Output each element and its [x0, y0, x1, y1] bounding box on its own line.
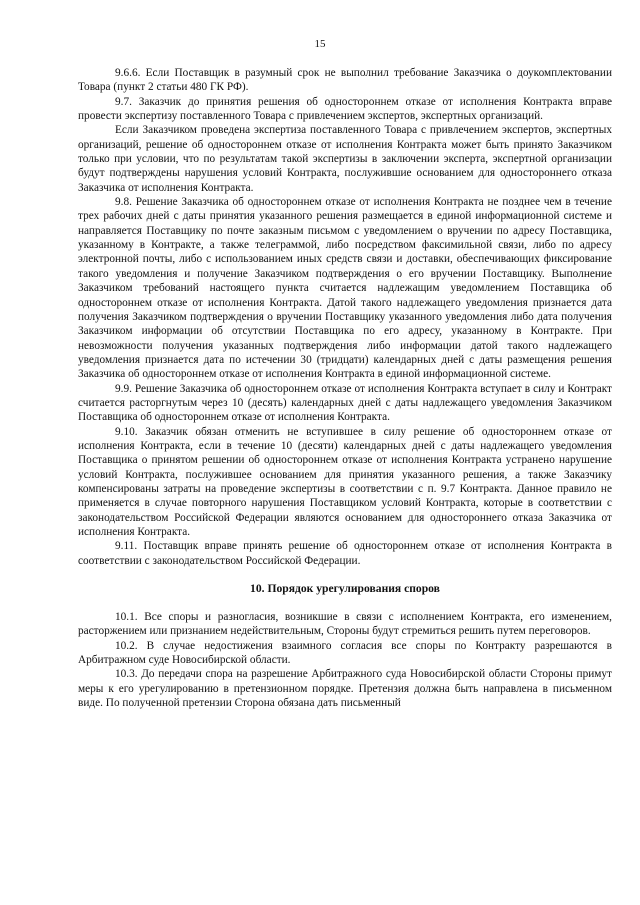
paragraph-9-10: 9.10. Заказчик обязан отменить не вступившее в силу решение об одностороннем отказе от исполнения Контракта, если в течение 10 (десяти) календарных дней с даты надлежащего уведомления Поставщика о принятом решении об одностороннем отказе от исполнения Контракта устранено нарушение условий Контракта, послужившее основанием для принятия указанного решения, а также Заказчику компенсированы затраты на проведение экспертизы в соответствии с п. 9.7 Контракта. Данное правило не применяется в случае повторного нарушения Поставщиком условий Контракта, которые в соответствии с законодательством Российской Федерации являются основанием для одностороннего отказа Заказчика от исполнения Контракта.: [78, 425, 612, 538]
paragraph-9-9: 9.9. Решение Заказчика об одностороннем отказе от исполнения Контракта вступает в силу и Контракт считается расторгнутым через 10 (десять) календарных дней с даты надлежащего уведомления Заказчиком Поставщика об одностороннем отказе от исполнения Контракта.: [78, 382, 612, 424]
paragraph-9-8: 9.8. Решение Заказчика об одностороннем отказе от исполнения Контракта не позднее чем в течение трех рабочих дней с даты принятия указанного решения размещается в единой информационной системе и направляется Поставщику по почте заказным письмом с уведомлением о вручении по адресу Поставщика, указанному в Контракте, а также телеграммой, либо посредством факсимильной связи, либо по адресу электронной почты, либо с использованием иных средств связи и доставки, обеспечивающих фиксирование такого уведомления и получение Заказчиком подтверждения о его вручении Поставщику. Выполнение Заказчиком требований настоящего пункта считается надлежащим уведомлением Поставщика об одностороннем отказе от исполнения Контракта. Датой такого надлежащего уведомления признается дата получения Заказчиком подтверждения о вручении Поставщику указанного уведомления либо дата получения Заказчиком информации об отсутствии Поставщика по его адресу, указанному в Контракте. При невозможности получения указанных подтверждения либо информации датой такого надлежащего уведомления признается дата по истечении 30 (тридцати) календарных дней с даты размещения решения Заказчика об одностороннем отказе от исполнения Контракта в единой информационной системе.: [78, 196, 612, 381]
paragraph-9-7: 9.7. Заказчик до принятия решения об одностороннем отказе от исполнения Контракта вправе провести экспертизу поставленного Товара с привлечением экспертов, экспертных организаций.: [78, 95, 612, 123]
paragraph-10-1: 10.1. Все споры и разногласия, возникшие в связи с исполнением Контракта, его изменением, расторжением или признанием недействительным, Стороны будут стремиться решить путем переговоров.: [78, 611, 612, 638]
paragraph-10-3: 10.3. До передачи спора на разрешение Арбитражного суда Новосибирской области Стороны примут меры к его урегулированию в претензионном порядке. Претензия должна быть направлена в письменном виде. По полученной претензии Сторона обязана дать письменный: [78, 668, 612, 710]
section-heading: 10. Порядок урегулирования споров: [250, 582, 440, 596]
paragraph-10-2: 10.2. В случае недостижения взаимного согласия все споры по Контракту разрешаются в Арбитражном суде Новосибирской области.: [78, 639, 612, 667]
page-number: 15: [314, 38, 326, 50]
paragraph-9-7-expertise: Если Заказчиком проведена экспертиза поставленного Товара с привлечением экспертов, экспертных организаций, решение об одностороннем отказе от исполнения Контракта может быть принято Заказчиком только при условии, что по результатам такой экспертизы в заключении эксперта, экспертной организации будут подтверждены нарушения условий Контракта, послужившие основанием для одностороннего отказа Заказчика от исполнения Контракта.: [78, 124, 612, 194]
paragraph-9-6-6: 9.6.6. Если Поставщик в разумный срок не выполнил требование Заказчика о доукомплектовании Товара (пункт 2 статьи 480 ГК РФ).: [78, 67, 612, 94]
paragraph-9-11: 9.11. Поставщик вправе принять решение об одностороннем отказе от исполнения Контракта в соответствии с законодательством Российской Федерации.: [78, 540, 612, 567]
document-body: [78, 66, 612, 710]
